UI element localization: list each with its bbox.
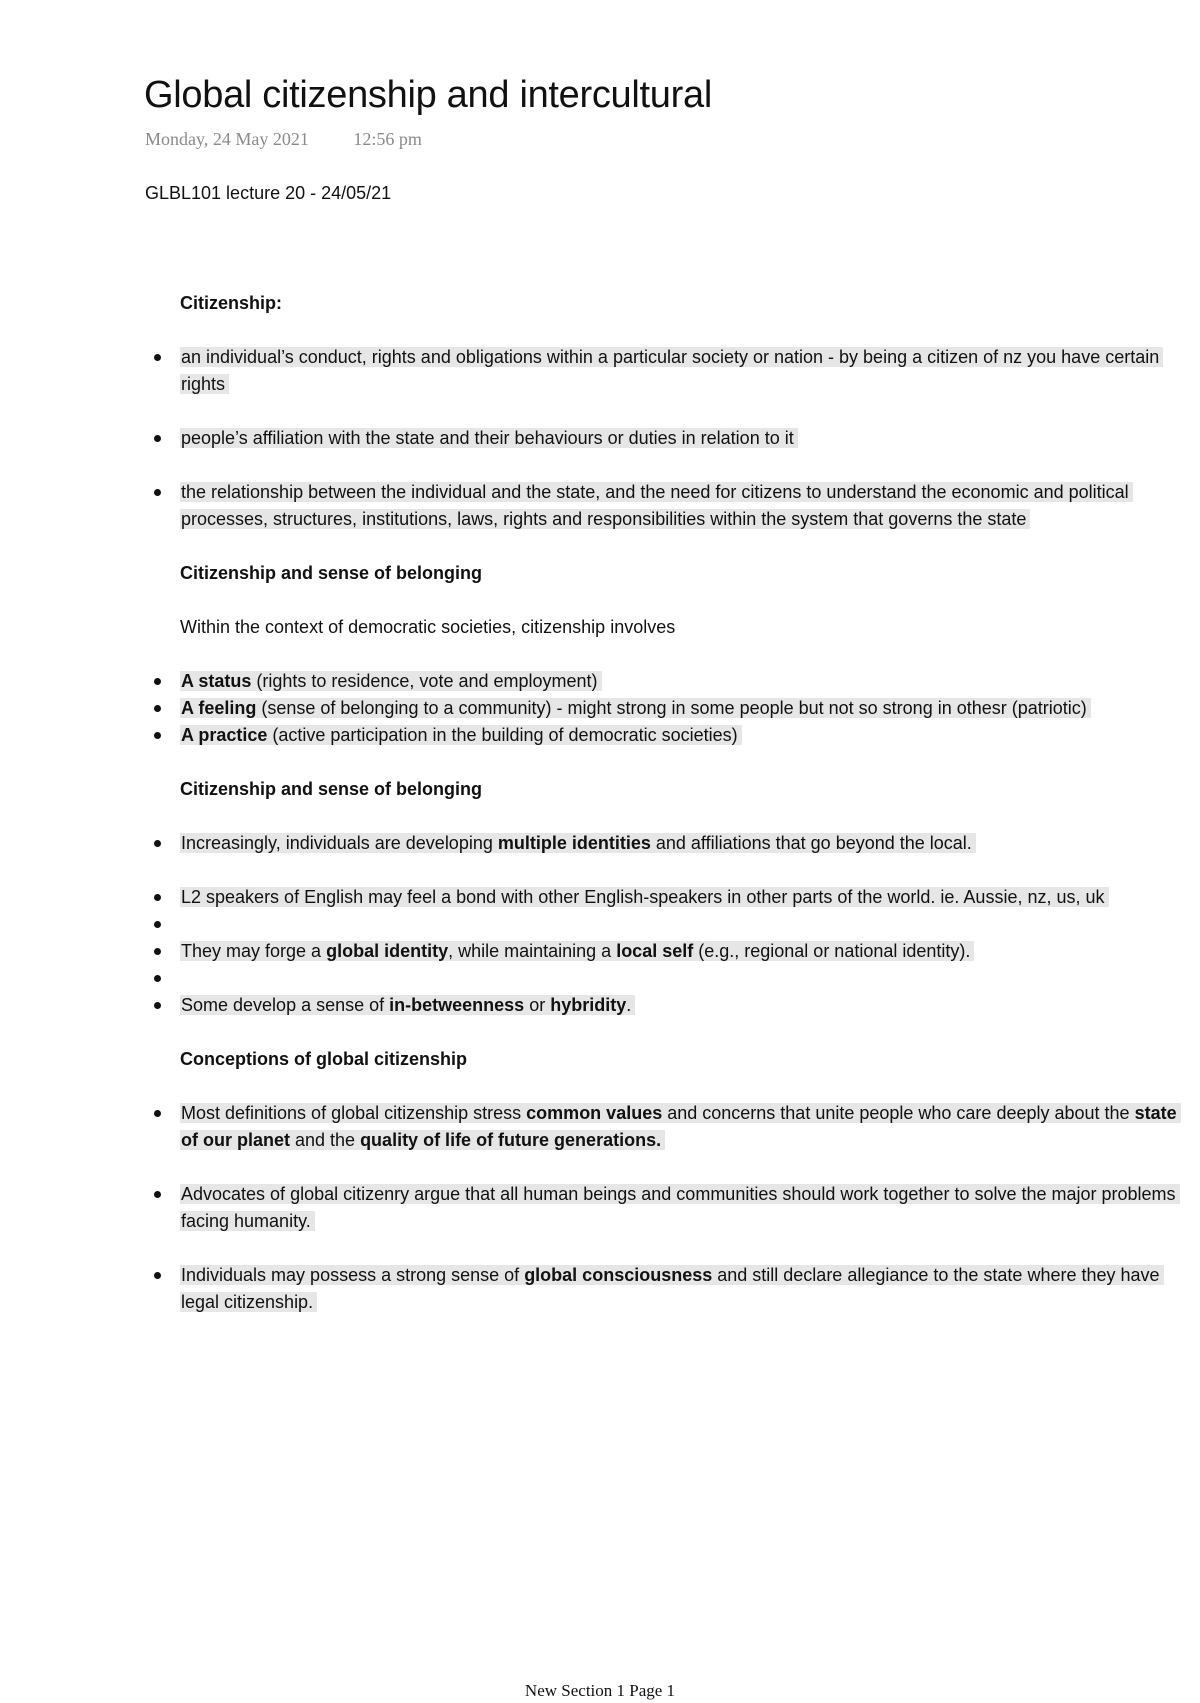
bullet-icon — [154, 1272, 161, 1279]
bullet-icon — [154, 705, 161, 712]
bullet-icon — [154, 894, 161, 901]
list-item: people’s affiliation with the state and their behaviours or duties in relation to it — [180, 425, 1180, 452]
list-item: A feeling (sense of belonging to a community) - might strong in some people but not so strong in othesr (patriotic) — [180, 695, 1180, 722]
empty-list-item — [180, 965, 1180, 992]
bullet-icon — [154, 435, 161, 442]
list-item: Increasingly, individuals are developing multiple identities and affiliations that go beyond the local. — [180, 830, 1180, 857]
bullet-icon — [154, 1191, 161, 1198]
bullet-icon — [154, 732, 161, 739]
section-heading-citizenship: Citizenship: — [180, 293, 282, 313]
page-title: Global citizenship and intercultural — [144, 74, 712, 116]
bullet-icon — [154, 1110, 161, 1117]
note-body — [180, 290, 1180, 1316]
list-item: Advocates of global citizenry argue that all human beings and communities should work together to solve the major problems facing humanity. — [180, 1181, 1180, 1235]
note-date: Monday, 24 May 2021 — [145, 129, 309, 149]
bullet-icon — [154, 921, 161, 928]
page-footer: New Section 1 Page 1 — [524, 1681, 676, 1700]
list-item: an individual’s conduct, rights and obligations within a particular society or nation - by being a citizen of nz you have certain rights — [180, 344, 1180, 398]
list-item: Individuals may possess a strong sense of global consciousness and still declare allegiance to the state where they have legal citizenship. — [180, 1262, 1180, 1316]
section-intro: Within the context of democratic societies, citizenship involves — [180, 617, 676, 637]
list-item: the relationship between the individual and the state, and the need for citizens to understand the economic and political processes, structures, institutions, laws, rights and responsibilities within the system that governs the state — [180, 479, 1180, 533]
belonging-list — [180, 668, 1180, 749]
bullet-icon — [154, 948, 161, 955]
global-citizenship-list — [180, 1100, 1180, 1316]
bullet-icon — [154, 1002, 161, 1009]
list-item: A practice (active participation in the building of democratic societies) — [180, 722, 1180, 749]
bullet-icon — [154, 354, 161, 361]
note-time: 12:56 pm — [353, 129, 422, 149]
list-item: Some develop a sense of in-betweenness or hybridity. — [180, 992, 1180, 1019]
section-heading-belonging: Citizenship and sense of belonging — [180, 563, 483, 583]
empty-list-item — [180, 911, 1180, 938]
bullet-icon — [154, 489, 161, 496]
list-item: L2 speakers of English may feel a bond with other English-speakers in other parts of the world. ie. Aussie, nz, us, uk — [180, 884, 1180, 911]
bullet-icon — [154, 840, 161, 847]
bullet-icon — [154, 975, 161, 982]
bullet-icon — [154, 678, 161, 685]
section-heading-belonging-2: Citizenship and sense of belonging — [180, 779, 483, 799]
list-item: A status (rights to residence, vote and employment) — [180, 668, 1180, 695]
list-item: Most definitions of global citizenship stress common values and concerns that unite people who care deeply about the state of our planet and the quality of life of future generations. — [180, 1100, 1180, 1154]
citizenship-list — [180, 344, 1180, 533]
note-timestamp — [145, 129, 422, 150]
identity-list — [180, 830, 1180, 1019]
lecture-reference: GLBL101 lecture 20 - 24/05/21 — [145, 183, 392, 203]
list-item: They may forge a global identity, while maintaining a local self (e.g., regional or national identity). — [180, 938, 1180, 965]
section-heading-global-citizenship: Conceptions of global citizenship — [180, 1049, 468, 1069]
